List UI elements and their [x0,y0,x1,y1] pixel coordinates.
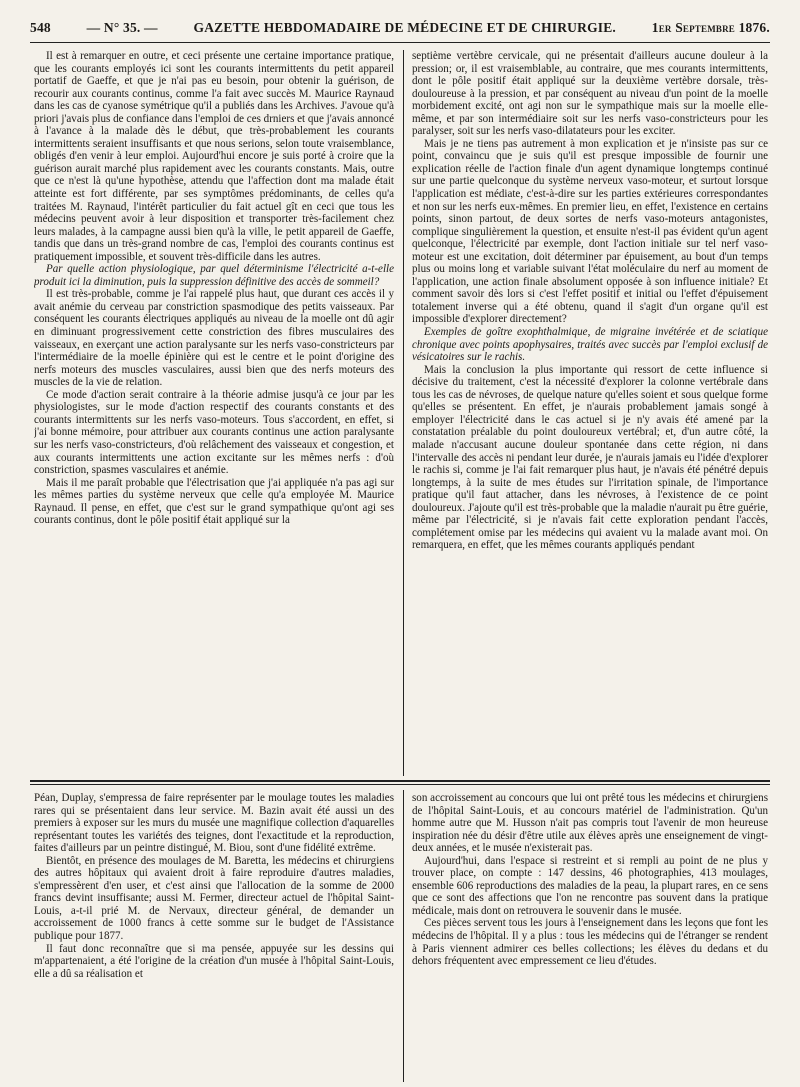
article-column-2 [412,50,768,774]
section-rule [30,780,770,782]
paragraph: Mais la conclusion la plus importante qui ressort de cette influence si décisive du traitement, c'est la nécessité d'explorer la colonne vertébrale dans tous les cas de névroses, de quelque nature qu'elles soient et sous quelque forme qu'elles se présentent. En effet, je n'aurais probablement jamais songé à employer l'électricité dans le cas actuel si je n'y avais été amené par la constatation préalable du point douloureux vertébral; et, d'un autre côté, la malade n'accusant aucune douleur spontanée dans cette région, ni dans l'intervalle des accès ni pendant leur durée, je n'aurais jamais eu l'idée d'explorer le rachis si, comme je l'ai fait remarquer plus haut, je n'avais été pénétré depuis longtemps, à la suite de mes études sur l'irritation spinale, de l'importance pratique qu'il faut attacher, dans les névroses, à l'existence de ce point douloureux. J'ajoute qu'il est très-probable que la maladie n'aurait pu être guérie, même par l'électricité, si je n'avais fait cette exploration pendant l'accès, complétement omise par les médecins qui avaient vu la malade avant moi. On remarquera, en effet, que les mêmes courants appliqués pendant [412,363,768,552]
section-rule-thin [30,784,770,785]
section-heading: Par quelle action physiologique, par quel déterminisme l'électricité a-t-elle produit ici la diminution, puis la suppression définitive des accès de sommeil? [34,263,394,288]
issue-number: — N° 35. — [86,20,158,35]
paragraph: Il est très-probable, comme je l'ai rappelé plus haut, que durant ces accès il y avait anémie du cerveau par constriction spasmodique des petits vaisseaux. Par conséquent les courants électriques appliqués au niveau de la moelle ont dû agir en diminuant progressivement cette constriction des fibres musculaires des vaisseaux, en exerçant une action paralysante sur les nerfs vaso-constricteurs par l'intermédiaire de la moelle épinière qui est le centre et le point d'origine des nerfs moteurs des muscles vasculaires, aussi bien que des nerfs moteurs des muscles de la vie de relation. [34,288,394,389]
header-rule [30,42,770,43]
feuilleton-column-1 [34,792,394,1082]
paragraph: Péan, Duplay, s'empressa de faire représenter par le moulage toutes les maladies rares qui se présentaient dans leur service. M. Bazin avait été aussi un des premiers à exposer sur les murs du musée une magnifique collection d'aquarelles représentant toutes les variétés des teignes, dont l'exactitude et la reproduction, faites d'ailleurs par un peintre distingué, M. Biou, sont d'une fidélité extrême. [34,792,394,855]
page-number: 548 [30,20,51,35]
paragraph: Ce mode d'action serait contraire à la théorie admise jusqu'à ce jour par les physiologistes, sur le mode d'action respectif des courants constants et des courants intermittents sur les nerfs vaso-moteurs. Tous s'accordent, en effet, si j'ai bonne mémoire, pour attribuer aux courants continus une action paralysante sur les nerfs vaso-constricteurs, d'où relâchement des vaisseaux et congestion, et aux courants intermittents une action excitante sur les mêmes nerfs : d'où constriction, spasmes vasculaires et anémie. [34,388,394,477]
column-divider-top [403,50,404,776]
column-divider-bottom [403,790,404,1082]
article-column-1 [34,50,394,774]
paragraph: Aujourd'hui, dans l'espace si restreint et si rempli au point de ne plus y trouver place, on compte : 147 dessins, 46 photographies, 413 moulages, ensemble 606 reproductions des maladies de la peau, la plupart rares, en ce sens que ce sont des affections que l'on ne rencontre pas souvent dans la pratique médicale, mais dont on retrouvera le souvenir dans le musée. [412,854,768,917]
paragraph: Bientôt, en présence des moulages de M. Baretta, les médecins et chirurgiens des autres hôpitaux qui avaient droit à faire reproduire d'autres maladies, s'empressèrent d'en user, et c'est ainsi que l'allocation de la somme de 2000 francs devint insuffisante; aussi M. Fermer, directeur actuel de l'hôpital Saint-Louis, a-t-il prié M. de Nervaux, directeur général, de demander un accroissement de 1000 francs à cette somme sur le budget de l'Assistance publique pour 1877. [34,854,394,943]
section-heading: Exemples de goître exophthalmique, de migraine invétérée et de sciatique chronique avec points apophysaires, traités avec succès par l'emploi exclusif de vésicatoires sur le rachis. [412,326,768,364]
issue-date: 1er Septembre 1876. [651,20,770,35]
paragraph: Il est à remarquer en outre, et ceci présente une certaine importance pratique, que les courants employés ici sont les courants intermittents du petit appareil portatif de Gaeffe, et que je n'ai pas eu besoin, pour obtenir la guérison, de recourir aux courants continus, comme l'a fait avec succès M. Maurice Raynaud dans les cas de cyanose symétrique qu'il a publiés dans les Archives. J'avoue qu'à priori j'avais plus de confiance dans l'emploi de ces drniers et que j'avais annoncé à l'avance à la malade dès le début, que très-probablement les courants intermittents seraient insuffisants et que nous serions, selon toute vraisemblance, obligés d'en venir à leur emploi. Aujourd'hui encore je suis porté à croire que la guérison aurait marché plus rapidement avec les courants constants. Mais, outre que ce n'est là qu'une hypothèse, attendu que l'affection dont ma malade était atteinte est fort différente, par ses symptômes prédominants, de celles qu'a traitées M. Raynaud, l'intérêt particulier du fait actuel gît en ceci que tous les médecins peuvent avoir à leur disposition et transporter très-facilement chez leurs malades, à la campagne aussi bien qu'à la ville, le petit appareil de Gaeffe, tandis que dans un très-grand nombre de cas, l'emploi des courants continus est pratiquement impossible, et souvent très-difficile dans les autres. [34,50,394,263]
feuilleton-column-2 [412,792,768,1082]
page-header [30,14,770,36]
paragraph: Ces pièces servent tous les jours à l'enseignement dans les leçons que font les médecins de l'hôpital. Il y a plus : tous les médecins qui de l'étranger se rendent à Paris viennent admirer ces belles collections; les élèves du dedans et du dehors fréquentent avec empressement ce lieu d'études. [412,917,768,968]
paragraph: son accroissement au concours que lui ont prêté tous les médecins et chirurgiens de l'hôpital Saint-Louis, et au concours matériel de l'administration. Qu'un homme autre que M. Husson n'ait pas compris tout l'avenir de mon heureuse inspiration née du désir d'être utile aux élèves après une enseignement de vingt-deux années, et le musée n'existerait pas. [412,792,768,855]
journal-title: GAZETTE HEBDOMADAIRE DE MÉDECINE ET DE CHIRURGIE. [193,20,617,35]
paragraph: septième vertèbre cervicale, qui ne présentait d'ailleurs aucune douleur à la pression; or, il est vraisemblable, au contraire, que mes courants intermittents, dont le pôle positif était appliqué sur la deuxième vertèbre dorsale, très-douloureuse à la pression, et par conséquent au niveau d'un point de la moelle morbidement excité, ont agi non sur le sympathique mais sur la moelle elle-même, et par son intermédiaire soit sur les nerfs vaso-constricteurs pour les paralyser, soit sur les nerfs vaso-dilatateurs pour les exciter. [412,50,768,138]
paragraph: Mais il me paraît probable que l'électrisation que j'ai appliquée n'a pas agi sur les mêmes parties du système nerveux que celle qu'a employée M. Maurice Raynaud. Il pense, en effet, que c'est sur le grand sympathique qu'ont agi ses courants continus, dont le pôle positif était appliqué sur la [34,476,394,527]
paragraph: Mais je ne tiens pas autrement à mon explication et je n'insiste pas sur ce point, convaincu que je suis qu'il est presque impossible de fournir une explication réelle de l'action finale d'un agent dynamique longtemps continué sur une partie quelconque du système nerveux vaso-moteur, et surtout lorsque l'application est médiate, c'est-à-dire sur les parties extérieures correspondantes et non sur les nerfs eux-mêmes. En premier lieu, en effet, l'existence en certains points, sinon partout, de deux sortes de nerfs vaso-moteurs antagonistes, complique singulièrement la question, et ensuite n'est-il pas évident qu'un agent quelconque, l'électricité par exemple, dont l'action initiale sur tel nerf vaso-moteur est une excitation, doit déterminer par épuisement, au bout d'un temps plus ou moins long et variable suivant l'état moléculaire du nerf au moment de l'application, une action finale absolument opposée à son influence initiale? Et comment savoir dès lors si c'est l'effet positif et initial ou l'effet d'épuisement totalement inverse qui a été obtenu, quand il s'agit d'un organe qu'il est impossible d'explorer directement? [412,137,768,326]
paragraph: Il faut donc reconnaître que si ma pensée, appuyée sur les dessins qui m'appartenaient, a été l'origine de la création d'un musée à l'hôpital Saint-Louis, elle a dû sa réalisation et [34,942,394,980]
